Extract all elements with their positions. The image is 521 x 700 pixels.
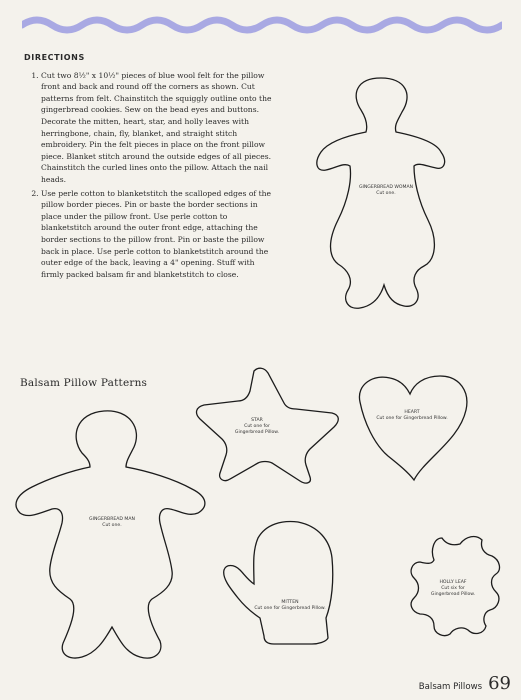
star-name: STAR bbox=[251, 418, 263, 423]
page-number: 69 bbox=[488, 673, 511, 694]
star-label bbox=[222, 418, 292, 436]
star-note-line-2: Gingerbread Pillow. bbox=[234, 430, 280, 435]
gingerbread-man-pattern bbox=[12, 405, 222, 665]
gingerbread-woman-note: Cut one. bbox=[376, 191, 396, 196]
heart-name: HEART bbox=[404, 410, 420, 415]
directions-list bbox=[24, 70, 274, 281]
direction-step-2: 2. Use perle cotton to blanketstitch the scalloped edges of the pillow border pieces. Pin or baste the border sections in place under the pillow front. Use perle cotton to blanketstitch around the outer front edge, attaching the border sections to the pillow front. Pin or baste the pillow back in place. Use perle cotton to blanketstitch around the outer edge of the back, leaving a 4" opening. Stuff with firmly packed balsam fir and blanketstitch to close. bbox=[41, 188, 274, 281]
section-title: Balsam Pillow Patterns bbox=[20, 377, 148, 389]
gingerbread-man-name: GINGERBREAD MAN bbox=[89, 517, 135, 522]
gingerbread-man-label bbox=[67, 517, 157, 529]
mitten-label bbox=[240, 600, 340, 612]
star-note-line-1: Cut one for bbox=[244, 424, 270, 429]
heart-pattern bbox=[352, 372, 472, 487]
holly-leaf-note-line-2: Gingerbread Pillow. bbox=[430, 592, 476, 597]
holly-leaf-label bbox=[418, 580, 488, 598]
gingerbread-woman-name: GINGERBREAD WOMAN bbox=[358, 185, 414, 190]
holly-leaf-name: HOLLY LEAF bbox=[439, 580, 467, 585]
gingerbread-man-note: Cut one. bbox=[102, 523, 122, 528]
gingerbread-woman-label bbox=[336, 185, 436, 197]
heart-note: Cut one for Gingerbread Pillow. bbox=[376, 416, 448, 421]
holly-leaf-note-line-1: Cut six for bbox=[441, 586, 465, 591]
mitten-pattern bbox=[218, 518, 348, 648]
directions-heading: DIRECTIONS bbox=[24, 53, 85, 62]
footer-title: Balsam Pillows bbox=[418, 682, 483, 692]
wavy-header-band bbox=[22, 14, 502, 36]
directions-section bbox=[24, 52, 274, 282]
page-footer bbox=[419, 673, 511, 694]
mitten-note: Cut one for Gingerbread Pillow. bbox=[254, 606, 326, 611]
heart-label bbox=[362, 410, 462, 422]
direction-step-1: 1. Cut two 8½" x 10½" pieces of blue wool felt for the pillow front and back and round off the corners as shown. Cut patterns from felt. Chainstitch the squiggly outline onto the gingerbread cookies. Sew on the bead eyes and buttons. Decorate the mitten, heart, star, and holly leaves with herringbone, chain, fly, blanket, and straight stitch embroidery. Pin the felt pieces in place on the front pillow piece. Blanket stitch around the outside edges of all pieces. Chainstitch the curled lines onto the pillow. Attach the nail heads. bbox=[41, 70, 274, 186]
gingerbread-woman-pattern bbox=[276, 70, 501, 340]
mitten-name: MITTEN bbox=[281, 600, 299, 605]
